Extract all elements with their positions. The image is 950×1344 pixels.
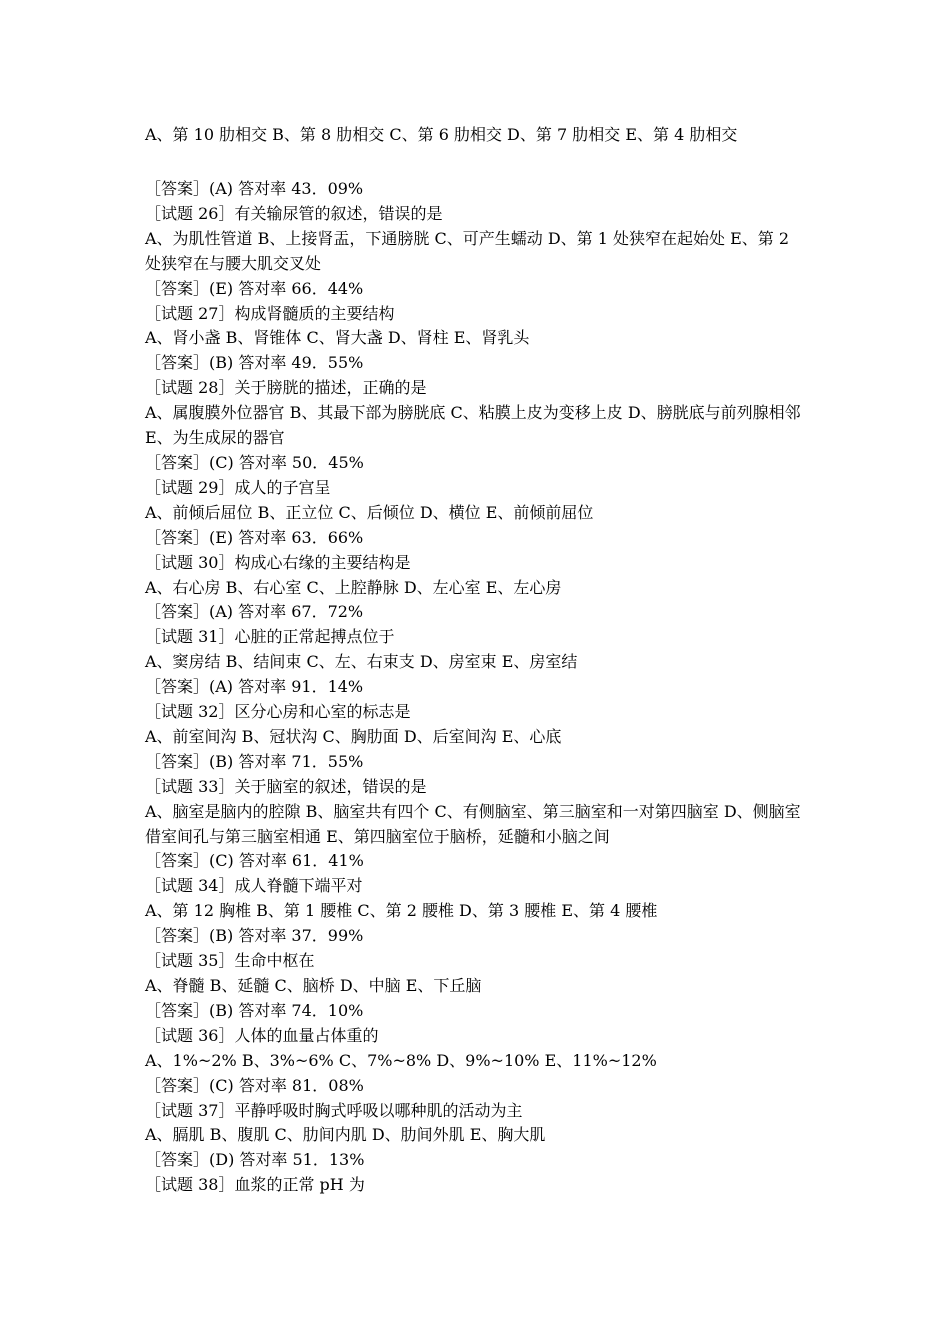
answer-line-q25: ［答案］(A) 答对率 43．09%: [145, 179, 364, 198]
question-line-29: ［试题 29］成人的子宫呈: [145, 477, 331, 497]
question-line-33: ［试题 33］关于脑室的叙述，错误的是: [145, 776, 427, 796]
question-line-28: ［试题 28］关于膀胱的描述，正确的是: [145, 378, 427, 398]
options-line-35: A、脊髓 B、延髓 C、脑桥 D、中脑 E、下丘脑: [145, 976, 482, 995]
options-line-26: A、为肌性管道 B、上接肾盂，下通膀胱 C、可产生蠕动 D、第 1 处狭窄在起始处 E、第 2 处狭窄在与腰大肌交叉处: [145, 228, 795, 273]
answer-line-32: ［答案］(B) 答对率 71．55%: [145, 751, 364, 771]
answer-line-26: ［答案］(E) 答对率 66．44%: [145, 278, 364, 298]
options-line-31: A、窦房结 B、结间束 C、左、右束支 D、房室束 E、房室结: [145, 652, 578, 672]
question-line-38: ［试题 38］血浆的正常 pH 为: [145, 1175, 365, 1195]
answer-line-30: ［答案］(A) 答对率 67．72%: [145, 602, 364, 622]
answer-line-36: ［答案］(C) 答对率 81．08%: [145, 1075, 364, 1095]
options-line-36: A、1%~2% B、3%~6% C、7%~8% D、9%~10% E、11%~12%: [145, 1050, 657, 1070]
options-line-34: A、第 12 胸椎 B、第 1 腰椎 C、第 2 腰椎 D、第 3 腰椎 E、第 4 腰椎: [145, 901, 658, 921]
answer-line-34: ［答案］(B) 答对率 37．99%: [145, 926, 364, 946]
answer-line-35: ［答案］(B) 答对率 74．10%: [145, 1000, 364, 1020]
options-line-37: A、膈肌 B、腹肌 C、肋间内肌 D、肋间外肌 E、胸大肌: [145, 1125, 546, 1145]
answer-line-29: ［答案］(E) 答对率 63．66%: [145, 527, 364, 547]
options-line-28: A、属腹膜外位器官 B、其最下部为膀胱底 C、粘膜上皮为变移上皮 D、膀胱底与前列腺相邻 E、为生成尿的器官: [145, 403, 806, 448]
question-line-26: ［试题 26］有关输尿管的叙述，错误的是: [145, 203, 443, 223]
question-line-37: ［试题 37］平静呼吸时胸式呼吸以哪种肌的活动为主: [145, 1100, 523, 1120]
question-line-30: ［试题 30］构成心右缘的主要结构是: [145, 552, 411, 572]
question-line-32: ［试题 32］区分心房和心室的标志是: [145, 702, 411, 722]
options-line-q25: A、第 10 肋相交 B、第 8 肋相交 C、第 6 肋相交 D、第 7 肋相交 E、第 4 肋相交: [145, 125, 738, 144]
answer-line-37: ［答案］(D) 答对率 51．13%: [145, 1150, 365, 1170]
options-line-27: A、肾小盏 B、肾锥体 C、肾大盏 D、肾柱 E、肾乳头: [145, 328, 530, 348]
options-line-33: A、脑室是脑内的腔隙 B、脑室共有四个 C、有侧脑室、第三脑室和一对第四脑室 D、侧脑室借室间孔与第三脑室相通 E、第四脑室位于脑桥，延髓和小脑之间: [145, 801, 801, 846]
answer-line-27: ［答案］(B) 答对率 49．55%: [145, 353, 364, 373]
question-line-35: ［试题 35］生命中枢在: [145, 951, 315, 971]
options-line-29: A、前倾后屈位 B、正立位 C、后倾位 D、横位 E、前倾前屈位: [145, 502, 594, 522]
answer-line-31: ［答案］(A) 答对率 91．14%: [145, 677, 364, 697]
question-line-31: ［试题 31］心脏的正常起搏点位于: [145, 627, 395, 647]
options-line-30: A、右心房 B、右心室 C、上腔静脉 D、左心室 E、左心房: [145, 577, 562, 597]
options-line-32: A、前室间沟 B、冠状沟 C、胸肋面 D、后室间沟 E、心底: [145, 726, 562, 746]
paragraph-gap: [145, 147, 810, 177]
question-line-27: ［试题 27］构成肾髓质的主要结构: [145, 303, 395, 323]
question-line-34: ［试题 34］成人脊髓下端平对: [145, 876, 363, 896]
document-page: [145, 123, 810, 1198]
question-line-36: ［试题 36］人体的血量占体重的: [145, 1025, 379, 1045]
answer-line-28: ［答案］(C) 答对率 50．45%: [145, 452, 364, 472]
answer-line-33: ［答案］(C) 答对率 61．41%: [145, 851, 364, 871]
